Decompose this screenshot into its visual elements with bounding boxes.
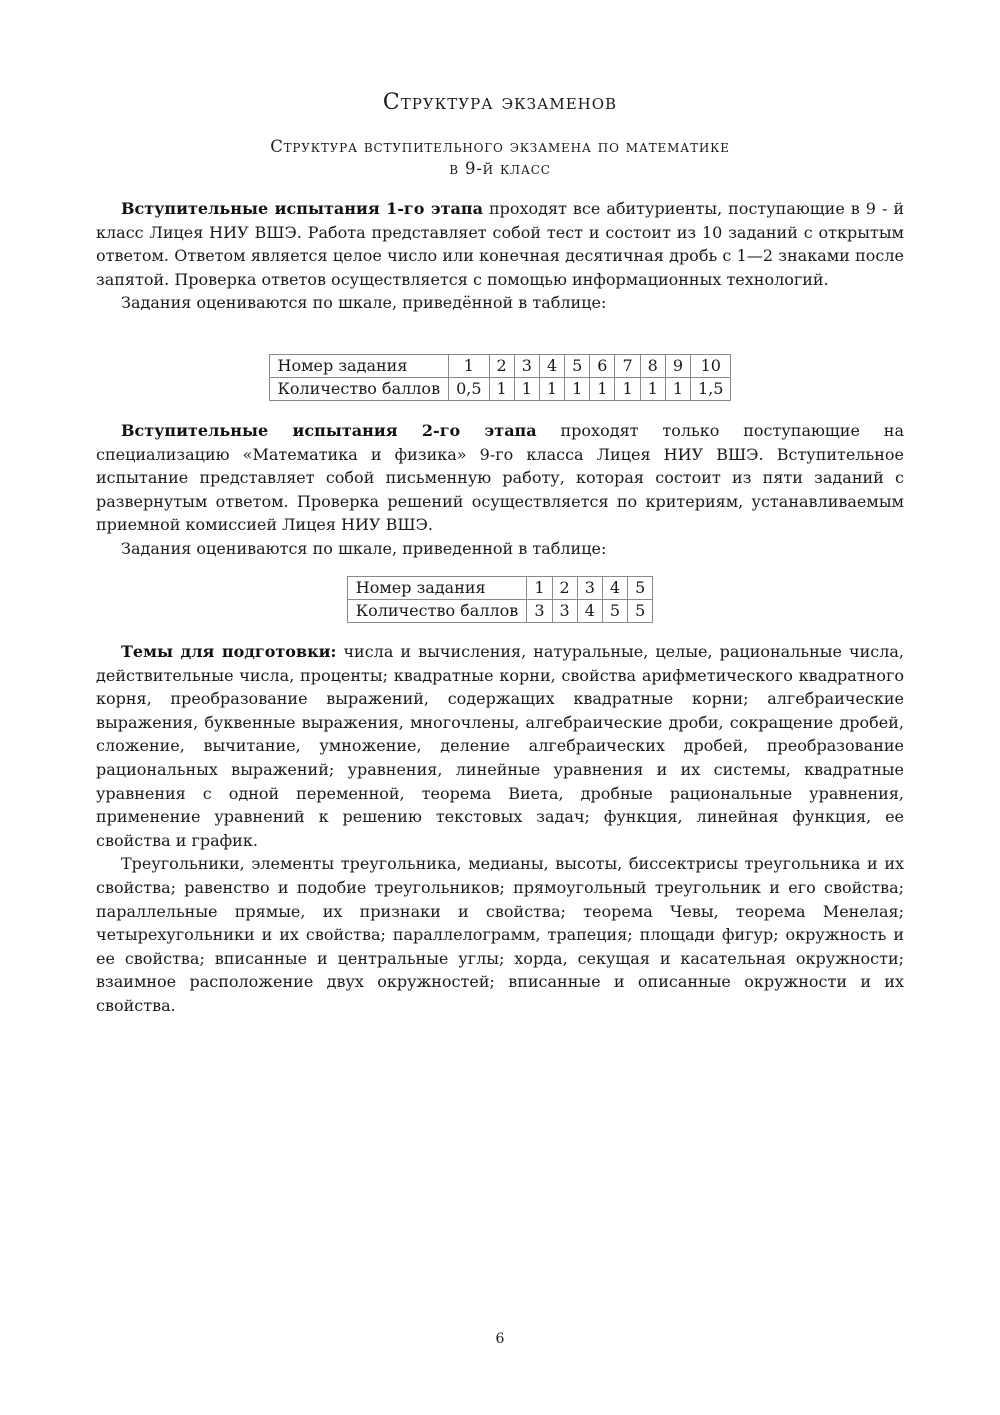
subtitle-line-2: в 9-й класс: [449, 159, 551, 178]
table-cell: 6: [590, 355, 615, 378]
table-row: [269, 355, 731, 378]
table-cell: 1: [449, 355, 489, 378]
table-cell: 3: [552, 600, 577, 623]
stage-1-scale-note: Задания оцениваются по шкале, приведённой в таблице:: [121, 293, 607, 313]
table-cell: 5: [602, 600, 627, 623]
section-topics: [96, 640, 904, 1018]
section-stage-1: [96, 197, 904, 315]
stage-1-score-table: [269, 354, 732, 401]
table-cell: 4: [539, 355, 564, 378]
table-row: [269, 378, 731, 401]
table-cell: 3: [514, 355, 539, 378]
table-cell: 1: [539, 378, 564, 401]
table-cell: 1,5: [691, 378, 731, 401]
stage-1-text: проходят все абитуриенты, поступающие в 9 - й класс Лицея НИУ ВШЭ. Работа представляет собой тест и состоит из 10 заданий с открытым ответом. Ответом является целое число или конечная десятичная дробь с 1—2 знаками после запятой. Проверка ответов осуществляется с помощью информационных технологий.: [96, 199, 905, 289]
table-cell: 5: [628, 600, 653, 623]
stage-1-lead: Вступительные испытания 1-го этапа: [121, 199, 483, 218]
table-row: [347, 577, 653, 600]
table-cell: 1: [565, 378, 590, 401]
table-cell: 3: [527, 600, 552, 623]
table-cell: 2: [552, 577, 577, 600]
stage-2-paragraph: [96, 419, 904, 537]
table-row: [347, 600, 653, 623]
subtitle-line-1: Структура вступительного экзамена по математике: [270, 137, 730, 156]
stage-1-table-wrap: [96, 354, 904, 401]
table-cell: 2: [489, 355, 514, 378]
table-cell: 1: [665, 378, 690, 401]
stage-2-scale-note: Задания оцениваются по шкале, приведенной в таблице:: [121, 538, 607, 558]
table-row-label: Номер задания: [269, 355, 449, 378]
table-cell: 4: [577, 600, 602, 623]
table-cell: 1: [590, 378, 615, 401]
topics-geometry-paragraph: Треугольники, элементы треугольника, медианы, высоты, биссектрисы треугольника и их свойства; равенство и подобие треугольников; прямоугольный треугольник и его свойства; параллельные прямые, их признаки и свойства; теорема Чевы, теорема Менелая; четырехугольники и их свойства; параллелограмм, трапеция; площади фигур; окружность и ее свойства; вписанные и центральные углы; хорда, секущая и касательная окружности; взаимное расположение двух окружностей; вписанные и описанные окружности и их свойства.: [96, 854, 904, 1015]
table-cell: 4: [602, 577, 627, 600]
page-subtitle: [0, 136, 1000, 180]
table-cell: 9: [665, 355, 690, 378]
table-cell: 7: [615, 355, 640, 378]
table-cell: 1: [514, 378, 539, 401]
table-cell: 1: [489, 378, 514, 401]
stage-2-text: проходят только поступающие на специализацию «Математика и физика» 9-го класса Лицея НИУ ВШЭ. Вступительное испытание представляет собой письменную работу, которая состоит из пяти заданий с развернутым ответом. Проверка решений осуществляется по критериям, устанавливаемым приемной комиссией Лицея НИУ ВШЭ.: [96, 421, 904, 535]
table-cell: 5: [628, 577, 653, 600]
table-cell: 1: [527, 577, 552, 600]
stage-2-table-wrap: [96, 576, 904, 623]
stage-2-score-table: [347, 576, 654, 623]
table-row-label: Количество баллов: [269, 378, 449, 401]
table-cell: 1: [640, 378, 665, 401]
stage-2-lead: Вступительные испытания 2-го этапа: [121, 421, 537, 440]
table-cell: 3: [577, 577, 602, 600]
topics-algebra-paragraph: [96, 640, 904, 852]
table-row-label: Номер задания: [347, 577, 527, 600]
page-number: 6: [495, 1331, 505, 1347]
table-cell: 0,5: [449, 378, 489, 401]
topics-lead: Темы для подготовки:: [121, 642, 337, 661]
topics-algebra-text: числа и вычисления, натуральные, целые, рациональные числа, действительные числа, проценты; квадратные корни, свойства арифметического квадратного корня, преобразование выражений, содержащих квадратные корни; алгебраические выражения, буквенные выражения, многочлены, алгебраические дроби, сокращение дробей, сложение, вычитание, умножение, деление алгебраических дробей, преобразование рациональных выражений; уравнения, линейные уравнения и их системы, квадратные уравнения с одной переменной, теорема Виета, дробные рациональные уравнения, применение уравнений к решению текстовых задач; функция, линейная функция, ее свойства и график.: [96, 642, 905, 850]
table-cell: 1: [615, 378, 640, 401]
section-stage-2: [96, 419, 904, 561]
stage-1-paragraph: [96, 197, 904, 291]
table-cell: 10: [691, 355, 731, 378]
table-cell: 8: [640, 355, 665, 378]
page-title: Структура экзаменов: [382, 90, 618, 115]
table-row-label: Количество баллов: [347, 600, 527, 623]
table-cell: 5: [565, 355, 590, 378]
